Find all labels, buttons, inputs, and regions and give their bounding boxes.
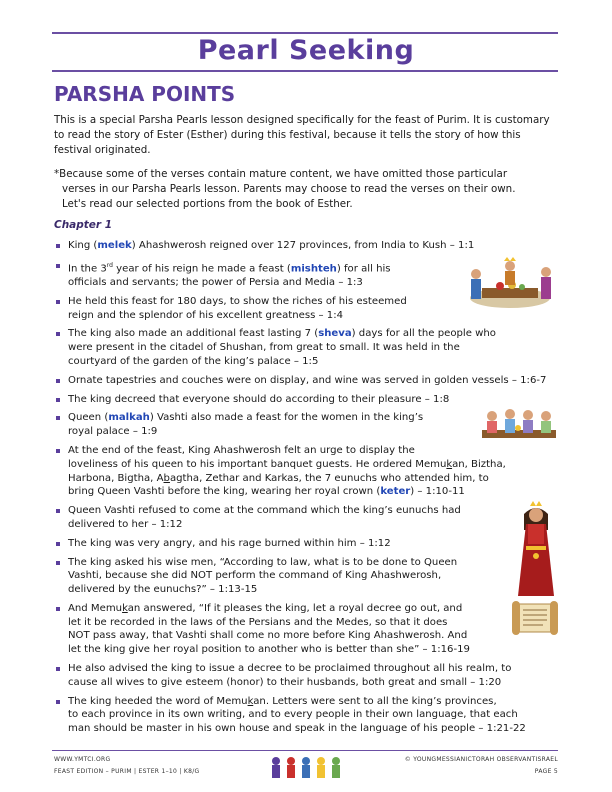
chapter-heading: Chapter 1 — [54, 219, 113, 231]
note-line: verses in our Parsha Pearls lesson. Parents may choose to read the verses on their own. — [62, 183, 516, 195]
queen-illustration — [514, 500, 558, 600]
footer-rule — [52, 750, 558, 751]
verse-item: The king asked his wise men, “According to law, what is to be done to Queen Vashti, because she did NOT perform the command of King Ahashwerosh, delivered by the eunuchs?” – 1:13-15 — [56, 556, 558, 597]
footer-edition: FEAST EDITION – PURIM | ESTER 1–10 | K8/G — [54, 768, 200, 775]
note-line: Let's read our selected portions from the book of Esther. — [62, 198, 353, 210]
verse-item: King (melek) Ahashwerosh reigned over 127 provinces, from India to Kush – 1:1 — [56, 239, 558, 253]
verse-item: The king also made an additional feast lasting 7 (sheva) days for all the people who were present in the citadel of Shushan, from great to small. It was held in the courtyard of the garden of the king’s palace – 1:5 — [56, 327, 558, 368]
verse-item: Ornate tapestries and couches were on display, and wine was served in golden vessels – 1:6-7 — [56, 374, 558, 388]
verse-item: At the end of the feast, King Ahashwerosh felt an urge to display the loveliness of his queen to his important banquet guests. He ordered Memukan, Biztha, Harbona, Bigtha, Abagtha, Zethar and Karkas, the 7 eunuchs who attended him, to bring Queen Vashti before the king, wearing her royal crown (keter) – 1:10-11 — [56, 444, 558, 499]
women-feast-illustration — [478, 404, 560, 446]
keyword: melek — [97, 240, 132, 251]
note-line: *Because some of the verses contain mature content, we have omitted those particular — [54, 168, 508, 180]
note-paragraph — [54, 167, 554, 212]
footer-website[interactable]: WWW.YMTCI.ORG — [54, 756, 111, 763]
verse-item: The king was very angry, and his rage burned within him – 1:12 — [56, 537, 558, 551]
verse-item: Queen Vashti refused to come at the command which the king’s eunuchs had delivered to her – 1:12 — [56, 504, 558, 532]
scroll-illustration — [510, 598, 560, 638]
keyword: sheva — [318, 328, 352, 340]
verse-item: The king decreed that everyone should do according to their pleasure – 1:8 — [56, 393, 558, 407]
verse-item: He also advised the king to issue a decree to be proclaimed throughout all his realm, to cause all wives to give esteem (honor) to their husbands, both great and small – 1:20 — [56, 662, 558, 690]
verse-item: Queen (malkah) Vashti also made a feast for the women in the king’s royal palace – 1:9 — [56, 411, 558, 439]
top-rule — [52, 32, 558, 34]
keyword: keter — [380, 486, 411, 498]
banquet-illustration — [462, 254, 558, 316]
verse-item: He held this feast for 180 days, to show the riches of his esteemed reign and the splendor of his excellent greatness – 1:4 — [56, 295, 558, 323]
page-number: PAGE 5 — [534, 768, 558, 775]
intro-paragraph: This is a special Parsha Pearls lesson designed specifically for the feast of Purim. It is customary to read the story of Ester (Esther) during this festival, because it tells the story of how this festival originated. — [54, 114, 550, 156]
title-rule — [52, 70, 558, 72]
section-heading: PARSHA POINTS — [54, 82, 236, 106]
verse-item: And Memukan answered, “If it pleases the king, let a royal decree go out, and let it be recorded in the laws of the Persians and the Medes, so that it does NOT pass away, that Vashti shall come no more before King Ahashwerosh. And let the king give her royal position to another who is better than she” – 1:16-19 — [56, 602, 558, 657]
footer-copyright: © YOUNGMESSIANICTORAH OBSERVANTISRAEL — [404, 756, 558, 763]
kids-logo — [268, 754, 344, 780]
keyword: mishteh — [290, 263, 337, 275]
verse-item: In the 3rd year of his reign he made a feast (mishteh) for all his officials and servants; the power of Persia and Media – 1:3 — [56, 259, 558, 290]
page-title: Pearl Seeking — [197, 35, 415, 66]
keyword: malkah — [108, 412, 150, 424]
verse-item: The king heeded the word of Memukan. Letters were sent to all the king’s provinces, to each province in its own writing, and to every people in their own language, that each man should be master in his own house and speak in the language of his people – 1:21-22 — [56, 695, 558, 736]
